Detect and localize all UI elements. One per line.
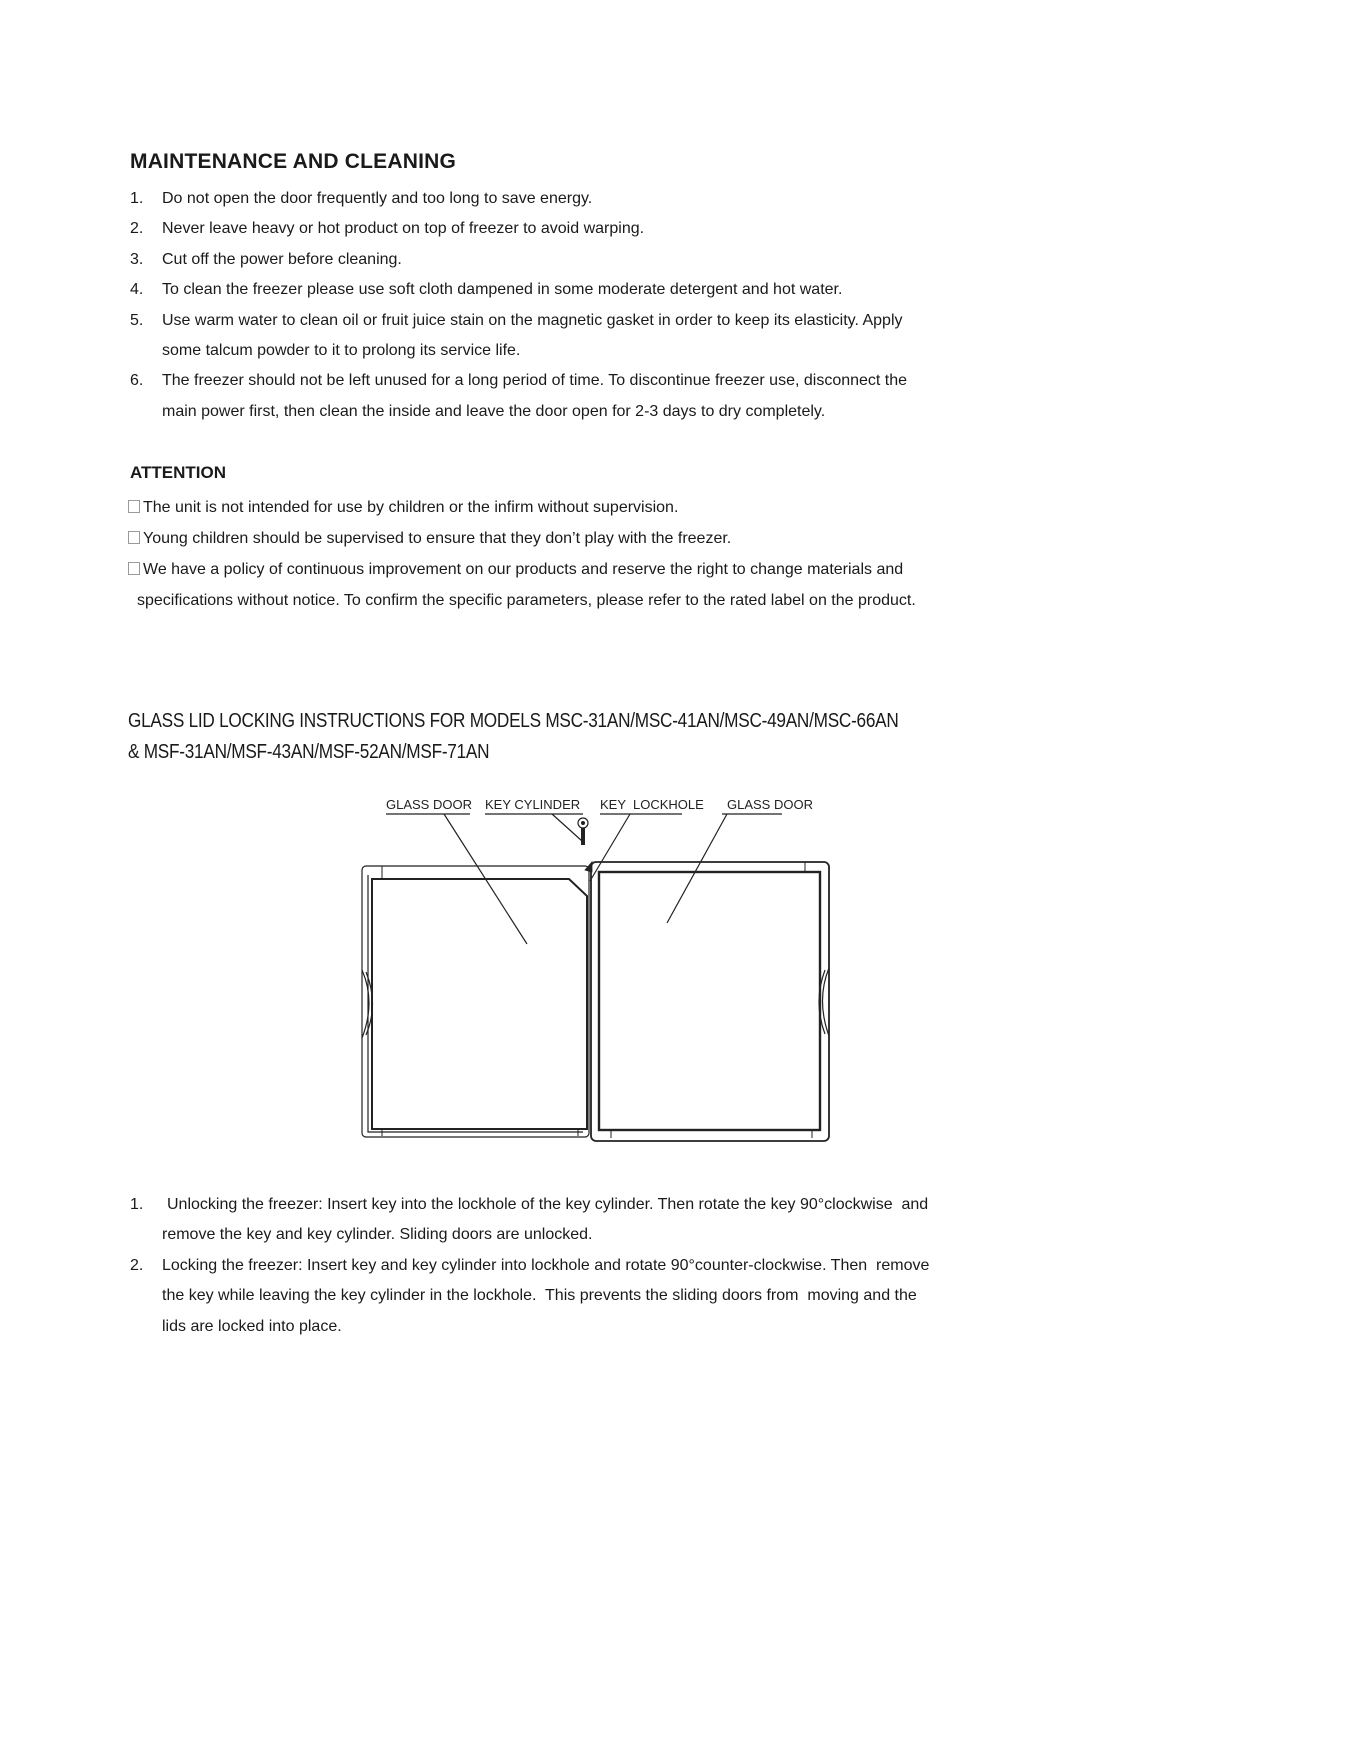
label-glass-door-left: GLASS DOOR — [386, 797, 472, 812]
label-key-cylinder: KEY CYLINDER — [485, 797, 581, 812]
list-item — [130, 275, 1032, 305]
item-text: the key while leaving the key cylinder in the lockhole. This prevents the sliding doors from moving and the — [162, 1287, 917, 1305]
label-glass-door-right: GLASS DOOR — [727, 797, 813, 812]
glass-lid-heading-models: & MSF-31AN/MSF-43AN/MSF-52AN/MSF-71AN — [128, 741, 490, 763]
item-text: The freezer should not be left unused for a long period of time. To discontinue freezer use, disconnect the — [162, 372, 908, 390]
item-text: Do not open the door frequently and too long to save energy. — [162, 190, 593, 207]
left-glass-door — [362, 866, 589, 1137]
item-number: 1. — [130, 1196, 144, 1213]
item-text: The unit is not intended for use by children or the infirm without supervision. — [143, 499, 679, 516]
list-item — [130, 214, 1032, 244]
item-text: main power first, then clean the inside and leave the door open for 2-3 days to dry completely. — [162, 402, 826, 420]
leader-line — [667, 814, 727, 923]
glass-lid-heading: GLASS LID LOCKING INSTRUCTIONS FOR MODELS MSC-31AN/MSC-41AN/MSC-49AN/MSC-66AN — [128, 710, 899, 732]
checkbox-glyph-icon — [128, 500, 140, 513]
glass-door-diagram — [0, 780, 1361, 1160]
attention-list — [128, 492, 1008, 616]
item-text: To clean the freezer please use soft cloth dampened in some moderate detergent and hot water. — [162, 281, 843, 299]
item-number: 2. — [130, 1256, 144, 1274]
item-text: specifications without notice. To confirm the specific parameters, please refer to the rated label on the product. — [137, 592, 916, 609]
maintenance-list — [130, 184, 1032, 427]
list-item — [128, 523, 1008, 554]
list-item — [130, 366, 1032, 427]
item-number: 4. — [130, 281, 144, 299]
locking-steps-list — [130, 1190, 1032, 1342]
attention-heading: ATTENTION — [130, 463, 227, 482]
list-item — [130, 245, 1032, 275]
list-item — [130, 1251, 1032, 1342]
item-text: lids are locked into place. — [162, 1317, 342, 1335]
item-text: some talcum powder to it to prolong its service life. — [162, 342, 521, 360]
list-item — [130, 184, 1032, 214]
list-item — [130, 306, 1032, 367]
item-number: 5. — [130, 311, 144, 329]
item-text: Use warm water to clean oil or fruit juice stain on the magnetic gasket in order to keep its elasticity. Apply — [162, 311, 903, 329]
label-key-lockhole: KEY LOCKHOLE — [600, 797, 704, 812]
item-number: 3. — [130, 250, 144, 268]
item-text: remove the key and key cylinder. Sliding doors are unlocked. — [162, 1226, 593, 1244]
checkbox-glyph-icon — [128, 562, 140, 575]
checkbox-glyph-icon — [128, 531, 140, 544]
leader-line — [552, 814, 582, 841]
key-icon — [578, 818, 588, 845]
item-text: Young children should be supervised to ensure that they don’t play with the freezer. — [143, 530, 732, 547]
maintenance-heading: MAINTENANCE AND CLEANING — [130, 150, 457, 173]
list-item — [130, 1190, 1032, 1251]
list-item — [128, 492, 1008, 523]
item-text: Cut off the power before cleaning. — [162, 250, 402, 268]
item-number: 1. — [130, 190, 144, 207]
item-number: 6. — [130, 372, 144, 390]
right-glass-door — [585, 862, 829, 1141]
item-text: We have a policy of continuous improvement on our products and reserve the right to change materials and — [143, 561, 904, 578]
item-text: Unlocking the freezer: Insert key into the lockhole of the key cylinder. Then rotate the key 90°clockwise and — [167, 1196, 929, 1213]
item-text: Locking the freezer: Insert key and key cylinder into lockhole and rotate 90°counter-clockwise. Then remove — [162, 1256, 930, 1274]
item-text: Never leave heavy or hot product on top of freezer to avoid warping. — [162, 220, 645, 238]
list-item — [128, 554, 1008, 616]
item-number: 2. — [130, 220, 144, 238]
